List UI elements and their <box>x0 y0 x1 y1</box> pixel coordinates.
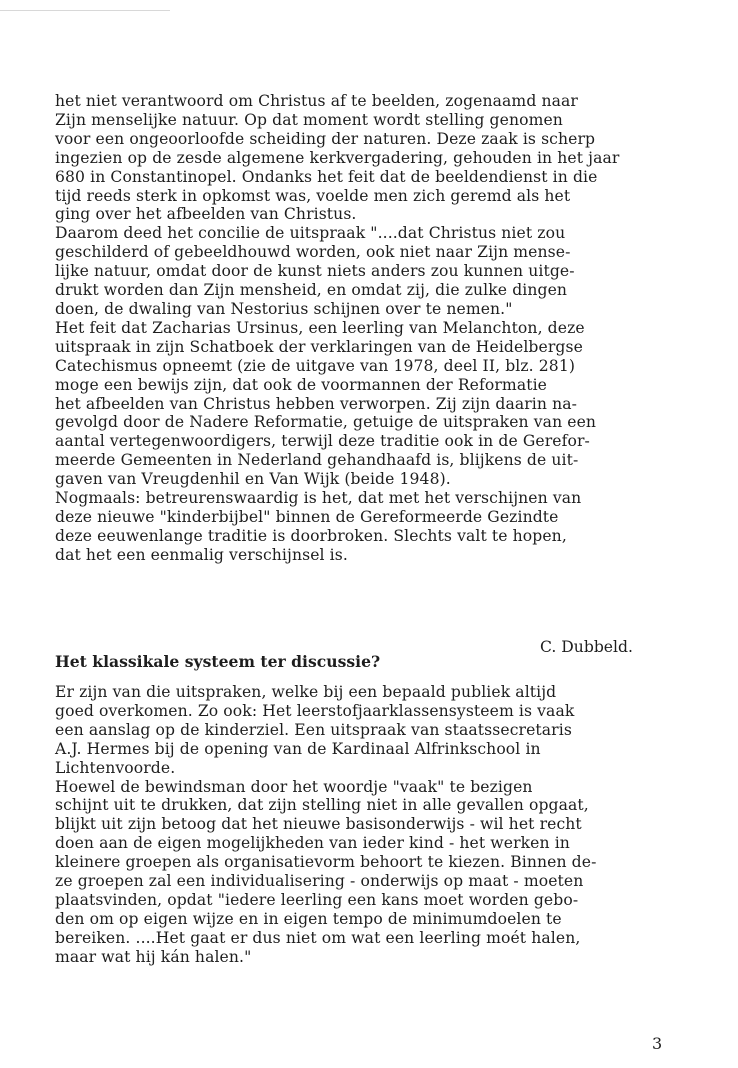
text-line: tijd reeds sterk in opkomst was, voelde men zich geremd als het <box>55 186 571 205</box>
text-line: doen, de dwaling van Nestorius schijnen over te nemen." <box>55 299 513 318</box>
text-line: goed overkomen. Zo ook: Het leerstofjaarklassensysteem is vaak <box>55 701 575 720</box>
text-line: Catechismus opneemt (zie de uitgave van 1978, deel II, blz. 281) <box>55 356 576 375</box>
article-body-2 <box>55 683 695 967</box>
text-line: plaatsvinden, opdat "iedere leerling een kans moet worden gebo- <box>55 890 579 909</box>
section-heading: Het klassikale systeem ter discussie? <box>55 652 381 671</box>
text-line: uitspraak in zijn Schatboek der verklaringen van de Heidelbergse <box>55 337 583 356</box>
text-line: Lichtenvoorde. <box>55 758 176 777</box>
text-line: schijnt uit te drukken, dat zijn stelling niet in alle gevallen opgaat, <box>55 796 589 815</box>
text-line: gaven van Vreugdenhil en Van Wijk (beide 1948). <box>55 470 451 489</box>
text-line: Er zijn van die uitspraken, welke bij een bepaald publiek altijd <box>55 683 557 701</box>
author-signature: C. Dubbeld. <box>540 638 633 656</box>
text-line: aantal vertegenwoordigers, terwijl deze traditie ook in de Gerefor- <box>55 432 590 451</box>
text-line: bereiken. ....Het gaat er dus niet om wat een leerling moét halen, <box>55 928 581 947</box>
text-line: voor een ongeoorloofde scheiding der naturen. Deze zaak is scherp <box>55 129 596 148</box>
text-line: deze nieuwe "kinderbijbel" binnen de Gereformeerde Gezindte <box>55 507 559 526</box>
text-line: 680 in Constantinopel. Ondanks het feit dat de beeldendienst in die <box>55 167 598 186</box>
text-line: ze groepen zal een individualisering - onderwijs op maat - moeten <box>55 872 584 891</box>
text-line: Nogmaals: betreurenswaardig is het, dat met het verschijnen van <box>55 489 582 508</box>
text-line: ingezien op de zesde algemene kerkvergadering, gehouden in het jaar <box>55 148 620 167</box>
article-body-1 <box>55 92 695 565</box>
text-line: doen aan de eigen mogelijkheden van ieder kind - het werken in <box>55 834 570 853</box>
text-line: lijke natuur, omdat door de kunst niets anders zou kunnen uitge- <box>55 262 575 281</box>
text-line: het niet verantwoord om Christus af te beelden, zogenaamd naar <box>55 92 578 110</box>
text-line: deze eeuwenlange traditie is doorbroken. Slechts valt te hopen, <box>55 526 567 545</box>
text-line: den om op eigen wijze en in eigen tempo de minimumdoelen te <box>55 909 562 928</box>
scan-edge-rule <box>0 10 170 11</box>
text-line: kleinere groepen als organisatievorm behoort te kiezen. Binnen de- <box>55 853 597 872</box>
text-line: dat het een eenmalig verschijnsel is. <box>55 545 348 564</box>
text-line: een aanslag op de kinderziel. Een uitspraak van staatssecretaris <box>55 720 572 739</box>
text-line: Daarom deed het concilie de uitspraak "....dat Christus niet zou <box>55 224 566 243</box>
text-line: maar wat hij kán halen." <box>55 947 252 966</box>
text-line: geschilderd of gebeeldhouwd worden, ook niet naar Zijn mense- <box>55 243 571 262</box>
text-line: Het feit dat Zacharias Ursinus, een leerling van Melanchton, deze <box>55 318 585 337</box>
text-line: het afbeelden van Christus hebben verworpen. Zij zijn daarin na- <box>55 394 577 413</box>
text-line: gevolgd door de Nadere Reformatie, getuige de uitspraken van een <box>55 413 597 432</box>
text-line: meerde Gemeenten in Nederland gehandhaafd is, blijkens de uit- <box>55 451 579 470</box>
text-line: ging over het afbeelden van Christus. <box>55 205 357 224</box>
text-line: A.J. Hermes bij de opening van de Kardinaal Alfrinkschool in <box>55 739 541 758</box>
text-line: Zijn menselijke natuur. Op dat moment wordt stelling genomen <box>55 110 563 129</box>
text-line: drukt worden dan Zijn mensheid, en omdat zij, die zulke dingen <box>55 281 568 300</box>
text-line: moge een bewijs zijn, dat ook de voormannen der Reformatie <box>55 375 547 394</box>
text-line: blijkt uit zijn betoog dat het nieuwe basisonderwijs - wil het recht <box>55 815 582 834</box>
page-number: 3 <box>652 1034 663 1053</box>
text-line: Hoewel de bewindsman door het woordje "vaak" te bezigen <box>55 777 533 796</box>
